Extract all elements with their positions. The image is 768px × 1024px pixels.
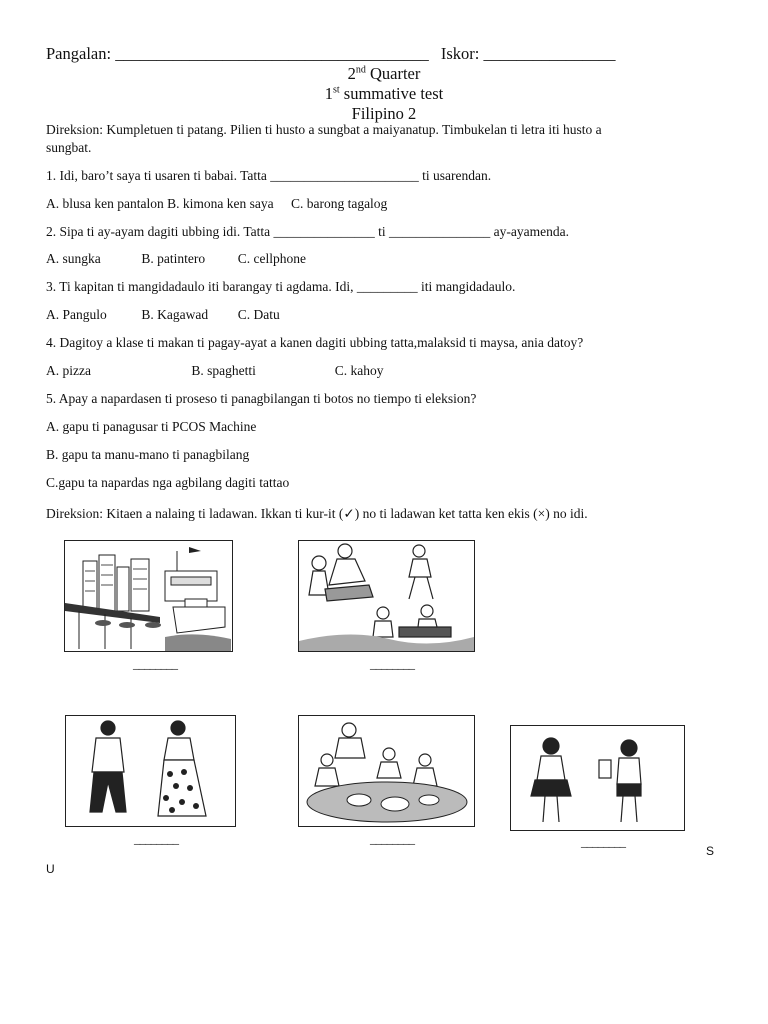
direction-2: Direksion: Kitaen a nalaing ti ladawan. Ikkan ti kur-it (✓) no ti ladawan ket tatta ken ekis (×) no idi. [46, 506, 588, 521]
question-4-choices [46, 363, 384, 379]
name-line [46, 44, 615, 64]
score-label: Iskor: ________________ [440, 44, 616, 63]
choice-b[interactable]: B. spaghetti [191, 363, 256, 378]
traditional-clothing-couple-icon [65, 715, 236, 827]
question-5: 5. Apay a napardasen ti proseso ti panagbilangan ti botos no tiempo ti eleksion? [46, 391, 477, 406]
choice-c[interactable]: C. kahoy [334, 363, 384, 378]
choice-a[interactable]: A. blusa ken pantalon B. kimona ken saya [46, 196, 274, 211]
answer-blank-3[interactable]: ________ [134, 831, 178, 846]
question-3-choices [46, 307, 280, 323]
question-2: 2. Sipa ti ay-ayam dagiti ubbing idi. Tatta _______________ ti _______________ ay-ayamenda. [46, 224, 569, 239]
children-modern-gadget-icon [510, 725, 685, 831]
answer-blank-1[interactable]: ________ [133, 656, 177, 671]
direction-1-line1: Direksion: Kumpletuen ti patang. Pilien ti husto a sungbat a maiyanatup. Timbukelan ti letra iti husto a [46, 122, 602, 137]
answer-blank-4[interactable]: ________ [370, 831, 414, 846]
subject-title: Filipino 2 [351, 104, 417, 123]
stray-letter-s: S [706, 844, 715, 858]
question-1: 1. Idi, baro’t saya ti usaren ti babai. Tatta ______________________ ti usarendan. [46, 168, 492, 183]
test-title: 1st summative test [324, 84, 444, 103]
question-5-option-a[interactable]: A. gapu ti panagusar ti PCOS Machine [46, 419, 257, 434]
question-5-option-b[interactable]: B. gapu ta manu-mano ti panagbilang [46, 447, 250, 462]
question-2-choices [46, 251, 306, 267]
choice-c[interactable]: C. cellphone [237, 251, 306, 266]
question-1-choices [46, 196, 387, 212]
choice-a[interactable]: A. Pangulo [46, 307, 107, 322]
modern-city-icon [64, 540, 233, 652]
choice-a[interactable]: A. sungka [46, 251, 101, 266]
family-feast-icon [298, 715, 475, 827]
name-label: Pangalan: ______________________________________ [46, 44, 429, 63]
choice-b[interactable]: B. patintero [141, 251, 206, 266]
question-5-option-c[interactable]: C.gapu ta napardas nga agbilang dagiti tattao [46, 475, 290, 490]
question-3: 3. Ti kapitan ti mangidadaulo iti barangay ti agdama. Idi, _________ iti mangidadaulo. [46, 279, 516, 294]
direction-1-line2: sungbat. [46, 140, 92, 155]
answer-blank-2[interactable]: ________ [370, 656, 414, 671]
choice-b[interactable]: B. Kagawad [141, 307, 209, 322]
question-4: 4. Dagitoy a klase ti makan ti pagay-ayat a kanen dagiti ubbing tatta,malaksid ti maysa, ania datoy? [46, 335, 584, 350]
answer-blank-5[interactable]: ________ [581, 834, 625, 849]
stray-letter-u: U [46, 862, 55, 876]
quarter-title: 2nd Quarter [347, 64, 421, 83]
choice-c[interactable]: C. Datu [237, 307, 280, 322]
choice-c[interactable]: C. barong tagalog [290, 196, 388, 211]
children-playing-games-icon [298, 540, 475, 652]
choice-a[interactable]: A. pizza [46, 363, 91, 378]
